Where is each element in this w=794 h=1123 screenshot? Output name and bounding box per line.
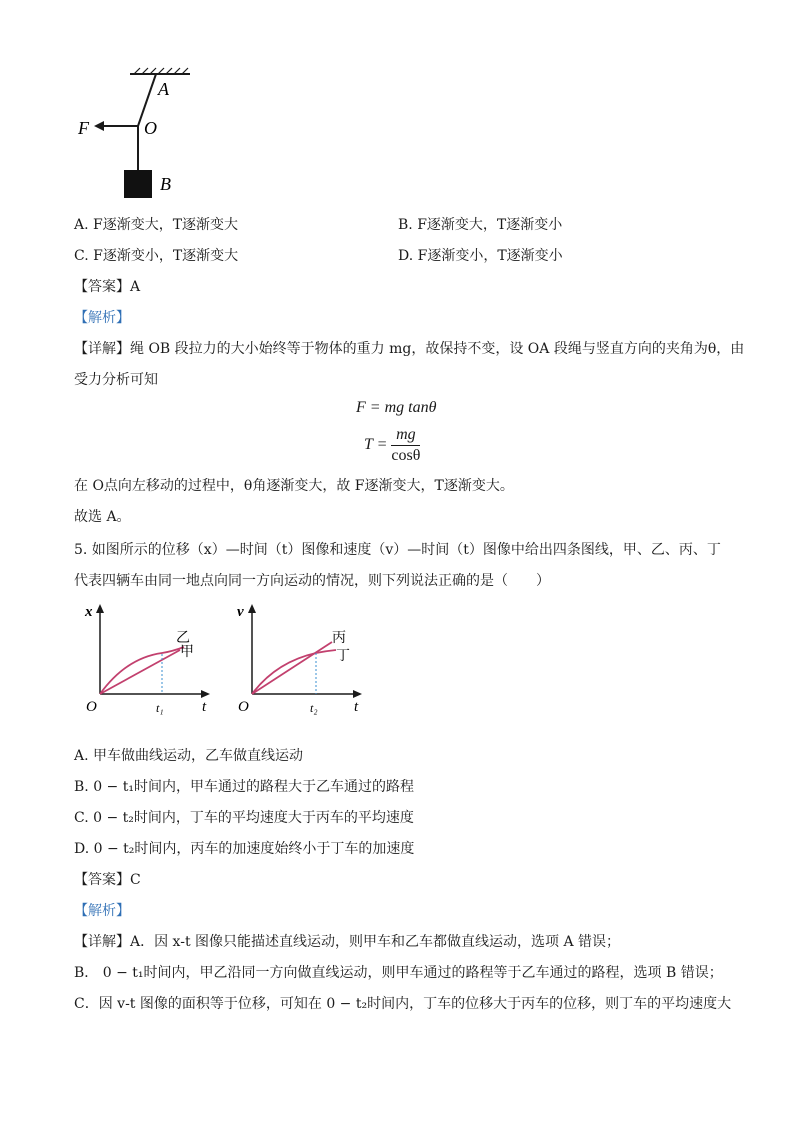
q4-option-d: D. F逐渐变小，T逐渐变小 — [398, 248, 563, 264]
q4-option-b: B. F逐渐变大，T逐渐变小 — [398, 217, 563, 233]
q4-detail-line1: 【详解】绳 OB 段拉力的大小始终等于物体的重力 mg，故保持不变，设 OA 段绳与竖直方向的夹角为θ，由 — [74, 341, 745, 357]
rope-force-figure — [70, 62, 200, 202]
vt-origin: O — [238, 699, 249, 715]
label-B: B — [160, 174, 171, 194]
graph-vt — [232, 600, 372, 718]
vt-line-label: 丙 — [332, 631, 346, 646]
equation-T — [364, 426, 420, 465]
q5-detail-line1: 【详解】A．因 x-t 图像只能描述直线运动，则甲车和乙车都做直线运动，选项 A 错误； — [74, 934, 621, 950]
xt-curve-label: 乙 — [176, 631, 190, 646]
q4-detail-line3: 在 O点向左移动的过程中，θ角逐渐变大，故 F逐渐变大，T逐渐变大。 — [74, 478, 514, 494]
vt-line-bing — [252, 642, 332, 694]
vt-tick-t2: t₂ — [310, 701, 318, 715]
xt-tick-t1: t₁ — [156, 701, 164, 715]
vt-curve-ding — [252, 650, 336, 694]
xt-line-jia — [100, 650, 180, 694]
label-A: A — [158, 79, 169, 99]
equation-T-left: T = — [364, 436, 388, 454]
xt-line-label: 甲 — [180, 645, 194, 660]
q5-option-b: B. 0 − t₁时间内，甲车通过的路程大于乙车通过的路程 — [74, 779, 414, 795]
q4-detail-line2: 受力分析可知 — [74, 372, 158, 388]
q5-option-c: C. 0 − t₂时间内，丁车的平均速度大于丙车的平均速度 — [74, 810, 414, 826]
q4-option-a: A. F逐渐变大，T逐渐变大 — [74, 217, 239, 233]
xt-y-label: x — [85, 604, 93, 620]
equation-F: F = mg tanθ — [356, 399, 437, 416]
q4-answer: 【答案】A — [74, 279, 141, 295]
force-arrowhead — [94, 121, 104, 131]
q4-option-c: C. F逐渐变小，T逐渐变大 — [74, 248, 239, 264]
vt-y-label: v — [237, 604, 244, 620]
xt-origin: O — [86, 699, 97, 715]
block-B — [124, 170, 152, 198]
q5-analysis-label: 【解析】 — [74, 903, 130, 919]
vt-x-label: t — [354, 699, 359, 715]
q5-stem-line1: 5. 如图所示的位移（x）—时间（t）图像和速度（v）—时间（t）图像中给出四条图线，甲、乙、丙、丁 — [74, 542, 721, 558]
q5-detail-line3: C．因 v-t 图像的面积等于位移，可知在 0 − t₂时间内，丁车的位移大于丙车的位移，则丁车的平均速度大 — [74, 996, 732, 1012]
q5-detail-line2: B． 0 − t₁时间内，甲乙沿同一方向做直线运动，则甲车通过的路程等于乙车通过的路程，选项 B 错误； — [74, 965, 723, 981]
q5-stem-line2: 代表四辆车由同一地点向同一方向运动的情况，则下列说法正确的是（ ） — [74, 573, 550, 589]
q5-option-a: A. 甲车做曲线运动，乙车做直线运动 — [74, 748, 304, 764]
q5-answer: 【答案】C — [74, 872, 141, 888]
graph-xt — [80, 600, 220, 718]
q5-option-d: D. 0 − t₂时间内，丙车的加速度始终小于丁车的加速度 — [74, 841, 415, 857]
q4-conclusion: 故选 A。 — [74, 509, 131, 525]
label-F: F — [78, 118, 89, 138]
label-O: O — [144, 118, 157, 138]
q4-analysis-label: 【解析】 — [74, 310, 130, 326]
vt-curve-label: 丁 — [336, 649, 350, 664]
xt-x-label: t — [202, 699, 207, 715]
equation-T-fraction: $\frac{mg}{\cos\theta}$ — [391, 426, 421, 464]
